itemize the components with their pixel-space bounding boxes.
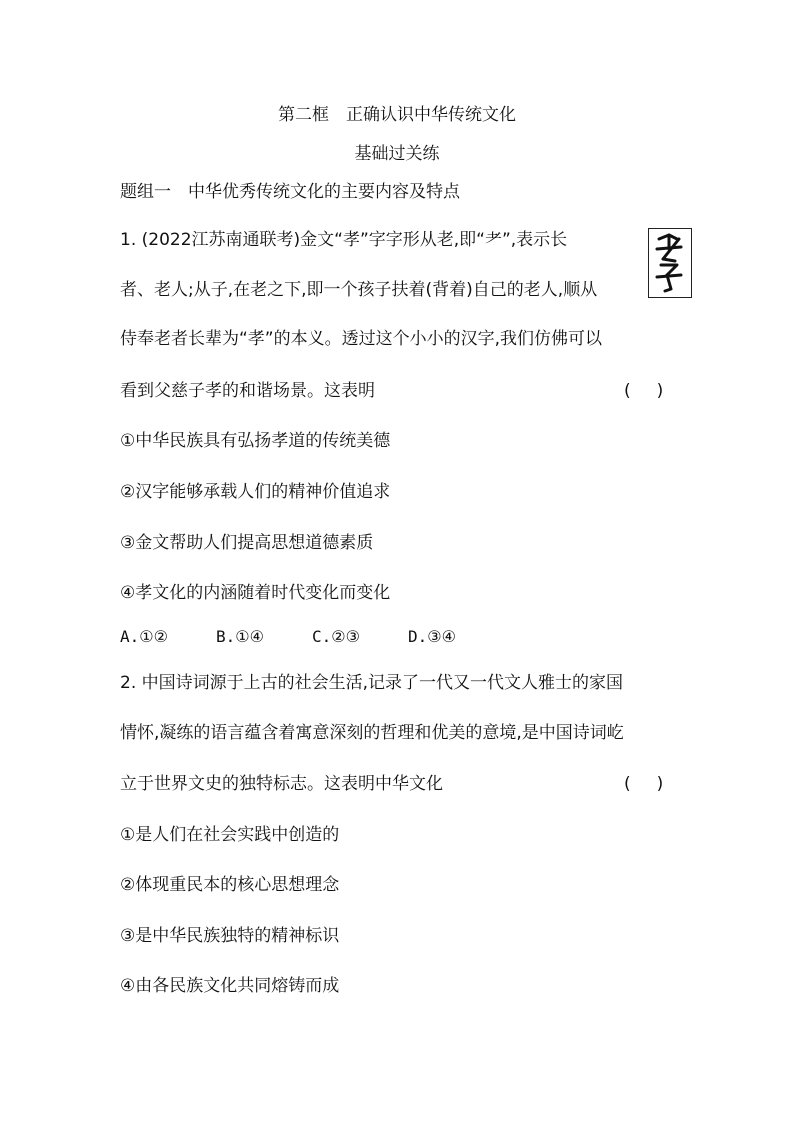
page-title: 第二框 正确认识中华传统文化: [278, 105, 516, 125]
question-1-option-4: ④孝文化的内涵随着时代变化而变化: [120, 583, 391, 603]
question-1-option-2: ②汉字能够承载人们的精神价值追求: [120, 482, 391, 502]
choice-b: B.①④: [216, 627, 264, 646]
bracket-open: (: [624, 774, 631, 794]
question-2-line-2: 情怀,凝练的语言蕴含着寓意深刻的哲理和优美的意境,是中国诗词屹: [120, 723, 624, 743]
question-1-line-3: 侍奉老者长辈为“孝”的本义。透过这个小小的汉字,我们仿佛可以: [120, 329, 603, 349]
question-1-line-2: 者、老人;从子,在老之下,即一个孩子扶着(背着)自己的老人,顺从: [120, 280, 598, 300]
bracket-open: (: [624, 381, 631, 401]
choice-c: C.②③: [312, 627, 360, 646]
question-1-option-3: ③金文帮助人们提高思想道德素质: [120, 533, 374, 553]
choice-a: A.①②: [120, 627, 168, 646]
question-1-line-4: 看到父慈子孝的和谐场景。这表明: [120, 381, 375, 401]
xiao-seal-icon: [649, 229, 690, 296]
seal-character-image: [648, 228, 692, 298]
section-heading: 题组一 中华优秀传统文化的主要内容及特点: [120, 182, 460, 202]
question-2-option-3: ③是中华民族独特的精神标识: [120, 926, 340, 946]
question-2-line-1: 2. 中国诗词源于上古的社会生活,记录了一代又一代文人雅士的家国: [120, 673, 624, 693]
question-1-choices: [120, 626, 456, 648]
answer-bracket-2: [624, 773, 663, 795]
bracket-close: ): [656, 774, 664, 794]
question-2-option-2: ②体现重民本的核心思想理念: [120, 875, 340, 895]
question-2-option-1: ①是人们在社会实践中创造的: [120, 825, 340, 845]
answer-bracket-1: [624, 380, 663, 402]
question-2-line-3: 立于世界文史的独特标志。这表明中华文化: [120, 774, 443, 794]
bracket-close: ): [656, 381, 664, 401]
question-1-line-1: 1. (2022江苏南通联考)金文“孝”字字形从老,即“耂”,表示长: [120, 230, 568, 250]
page-subtitle: 基础过关练: [354, 144, 440, 164]
choice-d: D.③④: [408, 627, 456, 646]
question-2-option-4: ④由各民族文化共同熔铸而成: [120, 976, 340, 996]
question-1-option-1: ①中华民族具有弘扬孝道的传统美德: [120, 431, 391, 451]
